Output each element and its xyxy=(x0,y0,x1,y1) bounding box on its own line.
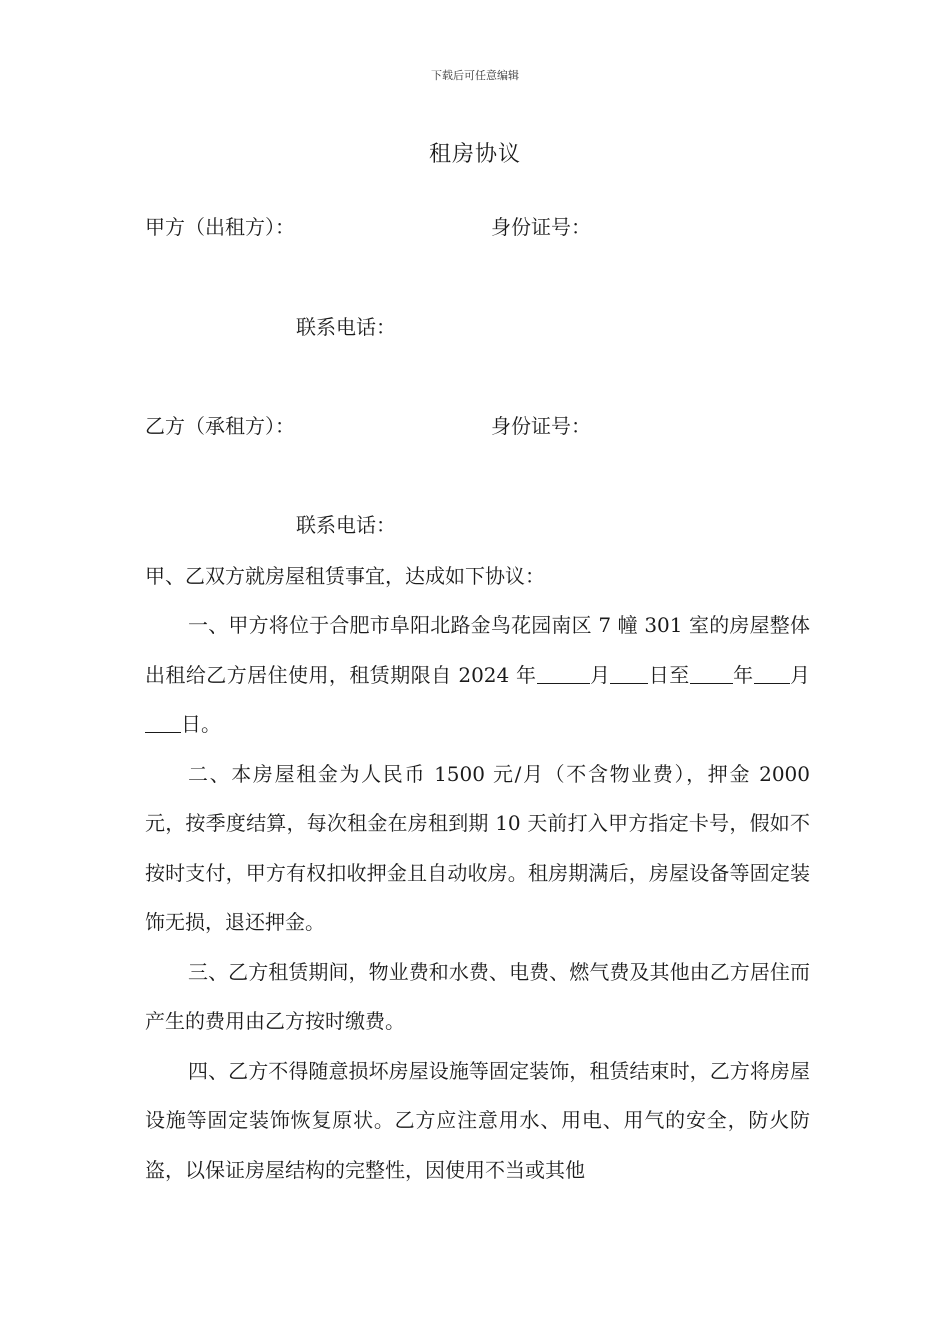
party-b-phone-label: 联系电话： xyxy=(296,513,396,537)
clause-1-text-c: 日至 xyxy=(648,662,690,687)
document-title: 租房协议 xyxy=(428,142,521,167)
month-blank-2 xyxy=(754,663,790,684)
intro-text: 甲、乙双方就房屋租赁事宜，达成如下协议： xyxy=(145,564,545,588)
clause-1-text-a: 一、甲方将位于合肥市阜阳北路金鸟花园南区 7 幢 301 室的房屋整体出租给乙方居住使用，租赁期限自 2024 年 xyxy=(145,613,810,687)
clause-1-text-d: 年 xyxy=(732,662,754,687)
clause-4: 四、乙方不得随意损坏房屋设施等固定装饰，租赁结束时，乙方将房屋设施等固定装饰恢复原状。乙方应注意用水、用电、用气的安全，防火防盗，以保证房屋结构的完整性，因使用不当或其他 xyxy=(145,1058,810,1182)
clause-1-text-e: 月 xyxy=(789,662,810,687)
clause-1-text-b: 月 xyxy=(589,662,611,687)
header-note: 下载后可任意编辑 xyxy=(431,69,519,82)
clauses xyxy=(145,601,810,1195)
day-blank-2 xyxy=(145,712,181,733)
party-a-label: 甲方（出租方）： xyxy=(145,215,295,239)
party-a-phone-label: 联系电话： xyxy=(296,315,396,339)
clause-2: 二、本房屋租金为人民币 1500 元/月（不含物业费），押金 2000 元，按季度结算，每次租金在房租到期 10 天前打入甲方指定卡号，假如不按时支付，甲方有权扣收押金且自动收房。租房期满后，房屋设备等固定装饰无损，退还押金。 xyxy=(145,761,810,934)
intro-paragraph xyxy=(145,552,810,602)
party-b-id-label: 身份证号： xyxy=(491,414,591,438)
clause-1 xyxy=(145,601,810,750)
clause-3: 三、乙方租赁期间，物业费和水费、电费、燃气费及其他由乙方居住而产生的费用由乙方按时缴费。 xyxy=(145,959,810,1033)
party-a-id-label: 身份证号： xyxy=(491,215,591,239)
clause-1-text-f: 日。 xyxy=(181,712,221,736)
day-blank xyxy=(610,663,648,684)
year-blank xyxy=(690,663,733,684)
party-b-label: 乙方（承租方）： xyxy=(145,414,295,438)
month-blank xyxy=(537,663,590,684)
